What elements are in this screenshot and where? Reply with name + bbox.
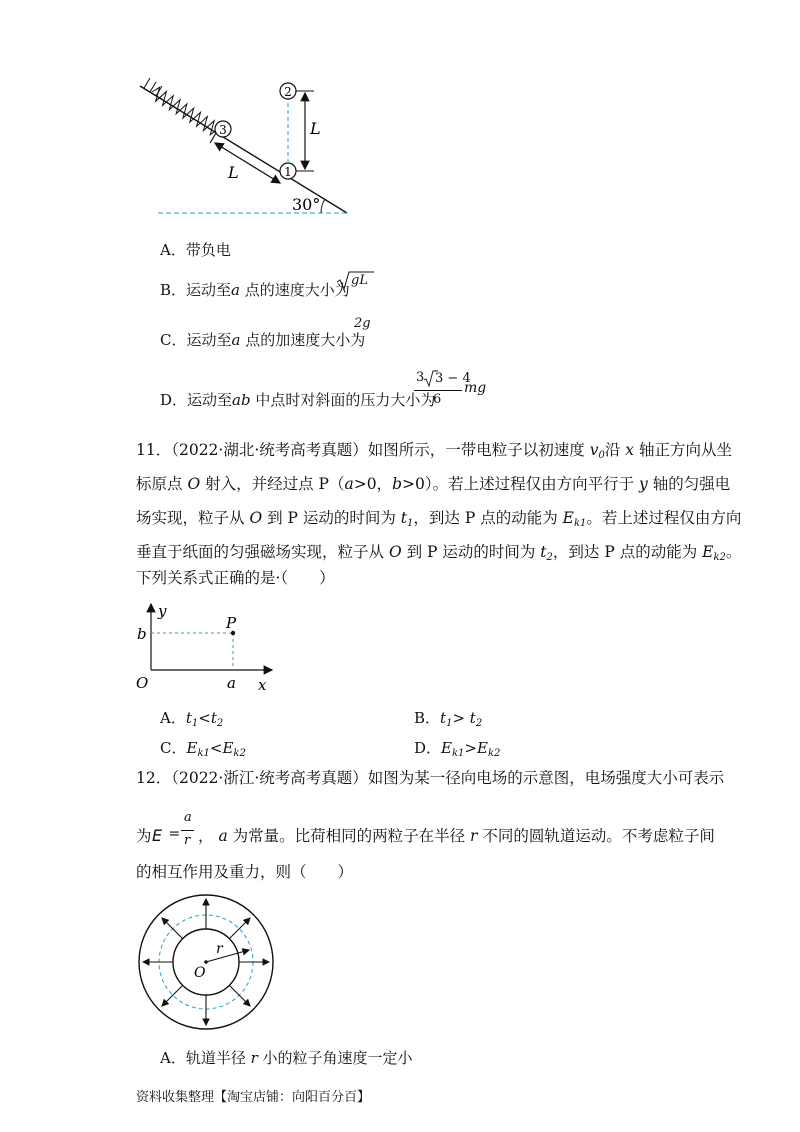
- q10-option-b-sqrt: gL: [336, 270, 376, 296]
- origin-label: O: [136, 674, 149, 692]
- q12-field-formula: E = a r: [152, 810, 212, 856]
- length-label-vertical: L: [310, 119, 321, 138]
- ball-3-label: 3: [219, 123, 227, 137]
- q11-option-d: D．$E_{k1}>E_{k2}$: [414, 739, 501, 759]
- q11-coordinate-figure: [132, 598, 282, 698]
- q10-option-a: A．带负电: [160, 241, 231, 259]
- q11-option-b: B．$t_1> t_2$: [414, 709, 483, 729]
- x-label: x: [258, 676, 267, 694]
- length-label-incline: L: [228, 163, 239, 182]
- radius-label: r: [216, 941, 223, 957]
- p-label: P: [226, 614, 237, 632]
- q12-line-1: 12．（2022·浙江·统考高考真题）如图为某一径向电场的示意图，电场强度大小可表示: [136, 769, 725, 787]
- y-label: y: [158, 602, 167, 620]
- q12-line-2: 为: [136, 827, 152, 845]
- q12-line-3: 的相互作用及重力，则（ ）: [136, 863, 354, 881]
- center-label: O: [194, 965, 206, 981]
- a-label: a: [227, 674, 236, 692]
- incline-figure: [130, 70, 370, 225]
- q10-option-c-expr: 2g: [354, 316, 371, 331]
- q10-option-d-fraction: 3 3 − 4 6: [416, 370, 471, 407]
- angle-label: 30°: [292, 195, 321, 214]
- radius-arrow: [206, 950, 249, 962]
- q11-line-3: 场实现，粒子从 O 到 P 运动的时间为 $t_1$，到达 P 点的动能为 $E_{k1}$。若上述过程仅由方向: [136, 509, 742, 529]
- q11-option-a: A．$t_1<t_2$: [160, 709, 224, 729]
- q12-radial-field-figure: [136, 892, 276, 1032]
- q10-option-c: C．运动至a 点的加速度大小为: [160, 331, 366, 349]
- q11-line-5: 下列关系式正确的是·（ ）: [136, 569, 335, 587]
- q10-option-b: B．运动至a 点的速度大小为: [160, 281, 350, 299]
- q12-option-a: A．轨道半径 r 小的粒子角速度一定小: [160, 1049, 413, 1067]
- q10-option-d-mg: mg: [464, 380, 487, 396]
- q11-line-4: 垂直于纸面的匀强磁场实现，粒子从 O 到 P 运动的时间为 $t_2$，到达 P 点的动能为 $E_{k2}$。: [136, 543, 742, 563]
- q11-option-c: C．$E_{k1}<E_{k2}$: [160, 739, 246, 759]
- b-label: b: [137, 625, 147, 643]
- q12-line-2-rest: ， a 为常量。比荷相同的两粒子在半径 r 不同的圆轨道运动。不考虑粒子间: [198, 827, 715, 845]
- ball-2-label: 2: [284, 85, 292, 99]
- q11-line-1: 11．（2022·湖北·统考高考真题）如图所示，一带电粒子以初速度 $v_0$沿 x 轴正方向从坐: [136, 441, 732, 461]
- q10-option-d: D．运动至ab 中点时对斜面的压力大小为: [160, 391, 436, 409]
- ball-1-label: 1: [284, 165, 292, 179]
- length-arrow-incline: [215, 143, 280, 183]
- page-footer: 资料收集整理【淘宝店铺：向阳百分百】: [136, 1090, 371, 1105]
- q11-line-2: 标原点 O 射入，并经过点 P（a>0，b>0）。若上述过程仅由方向平行于 y 轴的匀强电: [136, 475, 731, 493]
